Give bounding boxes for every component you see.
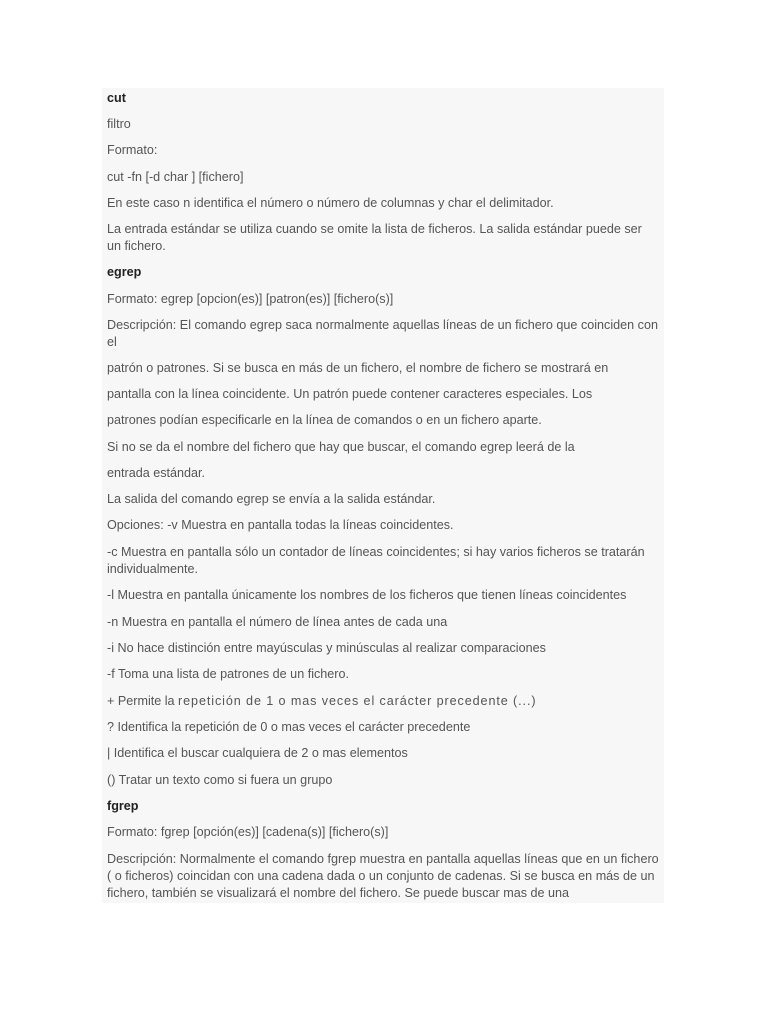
plus-operator-description: repetición de 1 o mas veces el carácter precedente (...) (178, 694, 537, 708)
egrep-option-n: -n Muestra en pantalla el número de línea antes de cada una (107, 615, 448, 629)
parentheses-operator-line: () Tratar un texto como si fuera un grupo (107, 773, 333, 787)
egrep-format: Formato: egrep [opcion(es)] [patron(es)] [fichero(s)] (107, 292, 394, 306)
egrep-option-i: -i No hace distinción entre mayúsculas y minúsculas al realizar comparaciones (107, 641, 546, 655)
plus-operator-line (107, 693, 659, 710)
fgrep-description: Descripción: Normalmente el comando fgrep muestra en pantalla aquellas líneas que en un fichero ( o ficheros) coincidan con una cadena dada o un conjunto de cadenas. Si se busca en más de un fichero, también se visualizará el nombre del fichero. Se puede buscar mas de una (107, 852, 659, 900)
cut-description-1: En este caso n identifica el número o número de columnas y char el delimitador. (107, 196, 554, 210)
egrep-description-7: La salida del comando egrep se envía a la salida estándar. (107, 492, 436, 506)
egrep-option-l: -l Muestra en pantalla únicamente los nombres de los ficheros que tienen líneas coincidentes (107, 588, 627, 602)
egrep-description-5: Si no se da el nombre del fichero que hay que buscar, el comando egrep leerá de la (107, 440, 575, 454)
egrep-description-4: patrones podían especificarle en la línea de comandos o en un fichero aparte. (107, 413, 542, 427)
cut-description-2: La entrada estándar se utiliza cuando se omite la lista de ficheros. La salida estándar puede ser un fichero. (107, 222, 642, 253)
cut-heading: cut (107, 91, 126, 105)
pipe-operator-line: | Identifica el buscar cualquiera de 2 o mas elementos (107, 746, 408, 760)
egrep-option-f: -f Toma una lista de patrones de un fichero. (107, 667, 349, 681)
egrep-description-6: entrada estándar. (107, 466, 206, 480)
egrep-description-3: pantalla con la línea coincidente. Un patrón puede contener caracteres especiales. Los (107, 387, 593, 401)
plus-operator-prefix: + Permite la (107, 694, 179, 708)
fgrep-heading: fgrep (107, 799, 139, 813)
egrep-option-v: Opciones: -v Muestra en pantalla todas la líneas coincidentes. (107, 518, 454, 532)
egrep-option-c: -c Muestra en pantalla sólo un contador de líneas coincidentes; si hay varios ficheros se tratarán individualmente. (107, 545, 645, 576)
document-page (102, 88, 664, 903)
cut-syntax: cut -fn [-d char ] [fichero] (107, 170, 244, 184)
cut-filter-text: filtro (107, 117, 131, 131)
egrep-description-2: patrón o patrones. Si se busca en más de un fichero, el nombre de fichero se mostrará en (107, 361, 609, 375)
cut-format-label: Formato: (107, 143, 158, 157)
question-operator-line: ? Identifica la repetición de 0 o mas veces el carácter precedente (107, 720, 471, 734)
fgrep-format: Formato: fgrep [opción(es)] [cadena(s)] [fichero(s)] (107, 825, 389, 839)
egrep-description-1: Descripción: El comando egrep saca normalmente aquellas líneas de un fichero que coinciden con el (107, 318, 658, 349)
egrep-heading: egrep (107, 265, 142, 279)
